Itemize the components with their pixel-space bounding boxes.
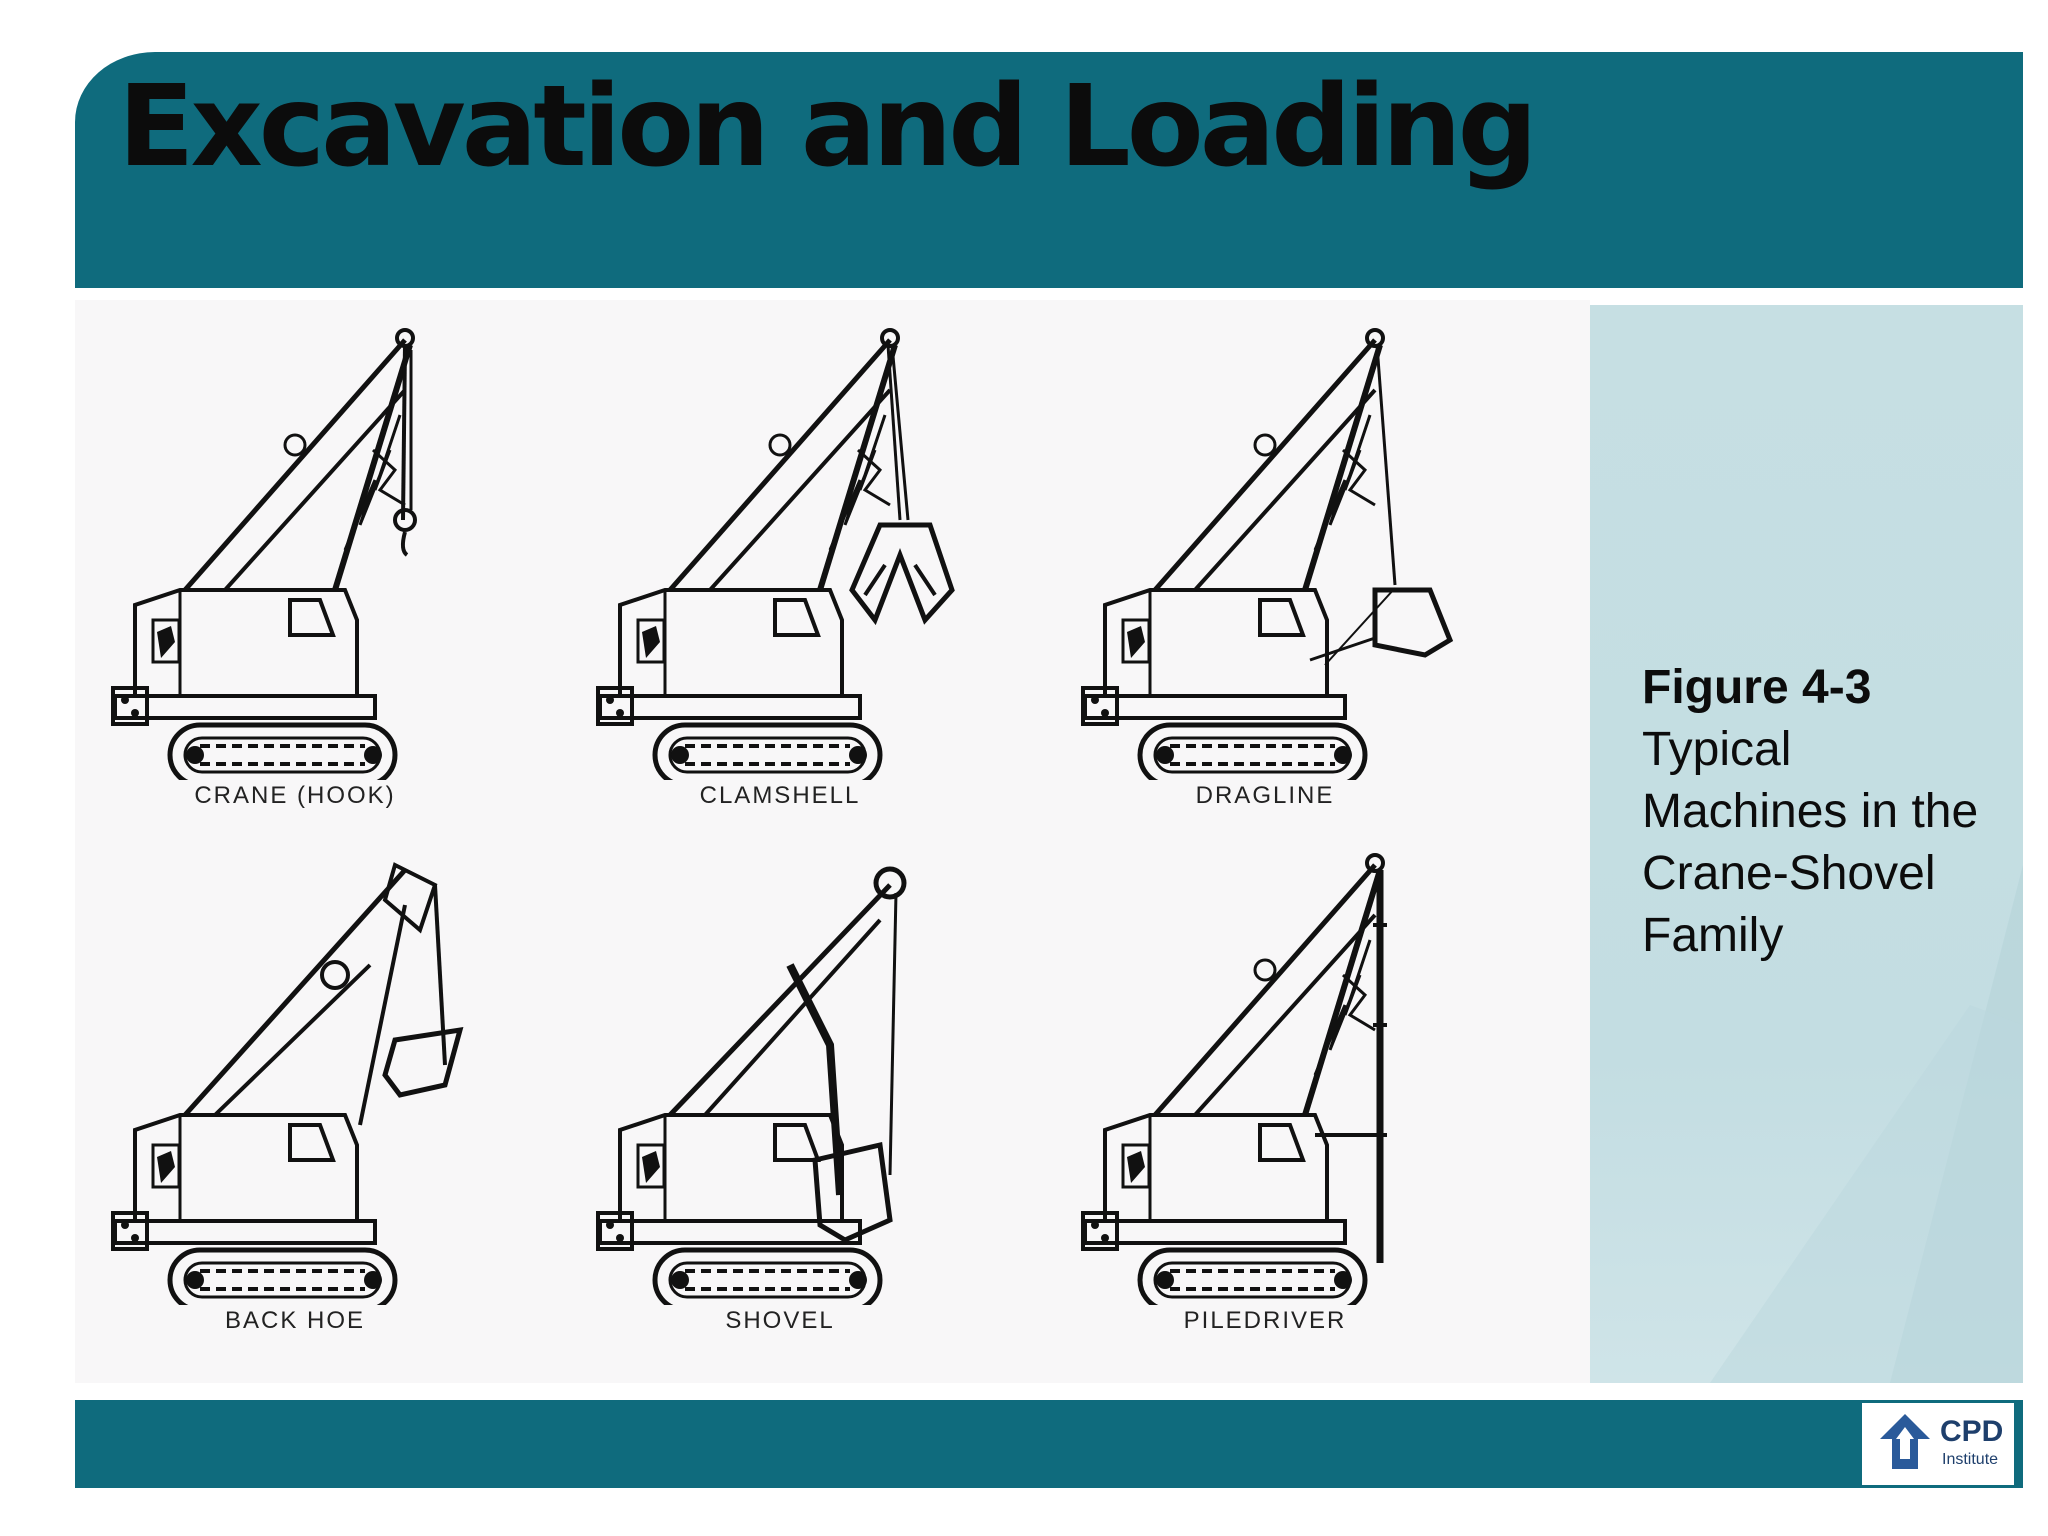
figure-label: Figure 4-3 <box>1642 661 1872 714</box>
piledriver-drawing <box>1075 845 1495 1305</box>
machine-dragline <box>1075 320 1575 840</box>
cpd-logo <box>1862 1403 2014 1485</box>
figure-description: Typical Machines in the Crane-Shovel Family <box>1642 723 1979 962</box>
machine-back-hoe <box>105 845 605 1365</box>
figure-caption <box>1642 657 2002 967</box>
machine-label: DRAGLINE <box>1195 782 1335 809</box>
machine-crane-hook <box>105 320 605 840</box>
machine-label: CLAMSHELL <box>699 782 861 809</box>
back-hoe-drawing <box>105 845 525 1305</box>
machine-piledriver <box>1075 845 1575 1365</box>
logo-subtitle: Institute <box>1942 1451 1999 1468</box>
machine-label: CRANE (HOOK) <box>194 782 396 809</box>
logo-name: CPD <box>1940 1415 2004 1448</box>
clamshell-drawing <box>590 320 990 780</box>
machine-label: PILEDRIVER <box>1183 1307 1347 1334</box>
machine-label: SHOVEL <box>725 1307 835 1334</box>
caption-panel <box>1590 305 2023 1383</box>
slide-title: Excavation and Loading <box>118 62 1534 192</box>
figure-panel <box>75 300 1590 1383</box>
dragline-drawing <box>1075 320 1495 780</box>
footer-band <box>75 1400 2023 1488</box>
machine-shovel <box>590 845 1090 1365</box>
machine-label: BACK HOE <box>224 1307 366 1334</box>
crane-hook-drawing <box>105 320 505 780</box>
shovel-drawing <box>590 845 1010 1305</box>
cpd-logo-icon <box>1870 1409 1940 1479</box>
machine-clamshell <box>590 320 1090 840</box>
